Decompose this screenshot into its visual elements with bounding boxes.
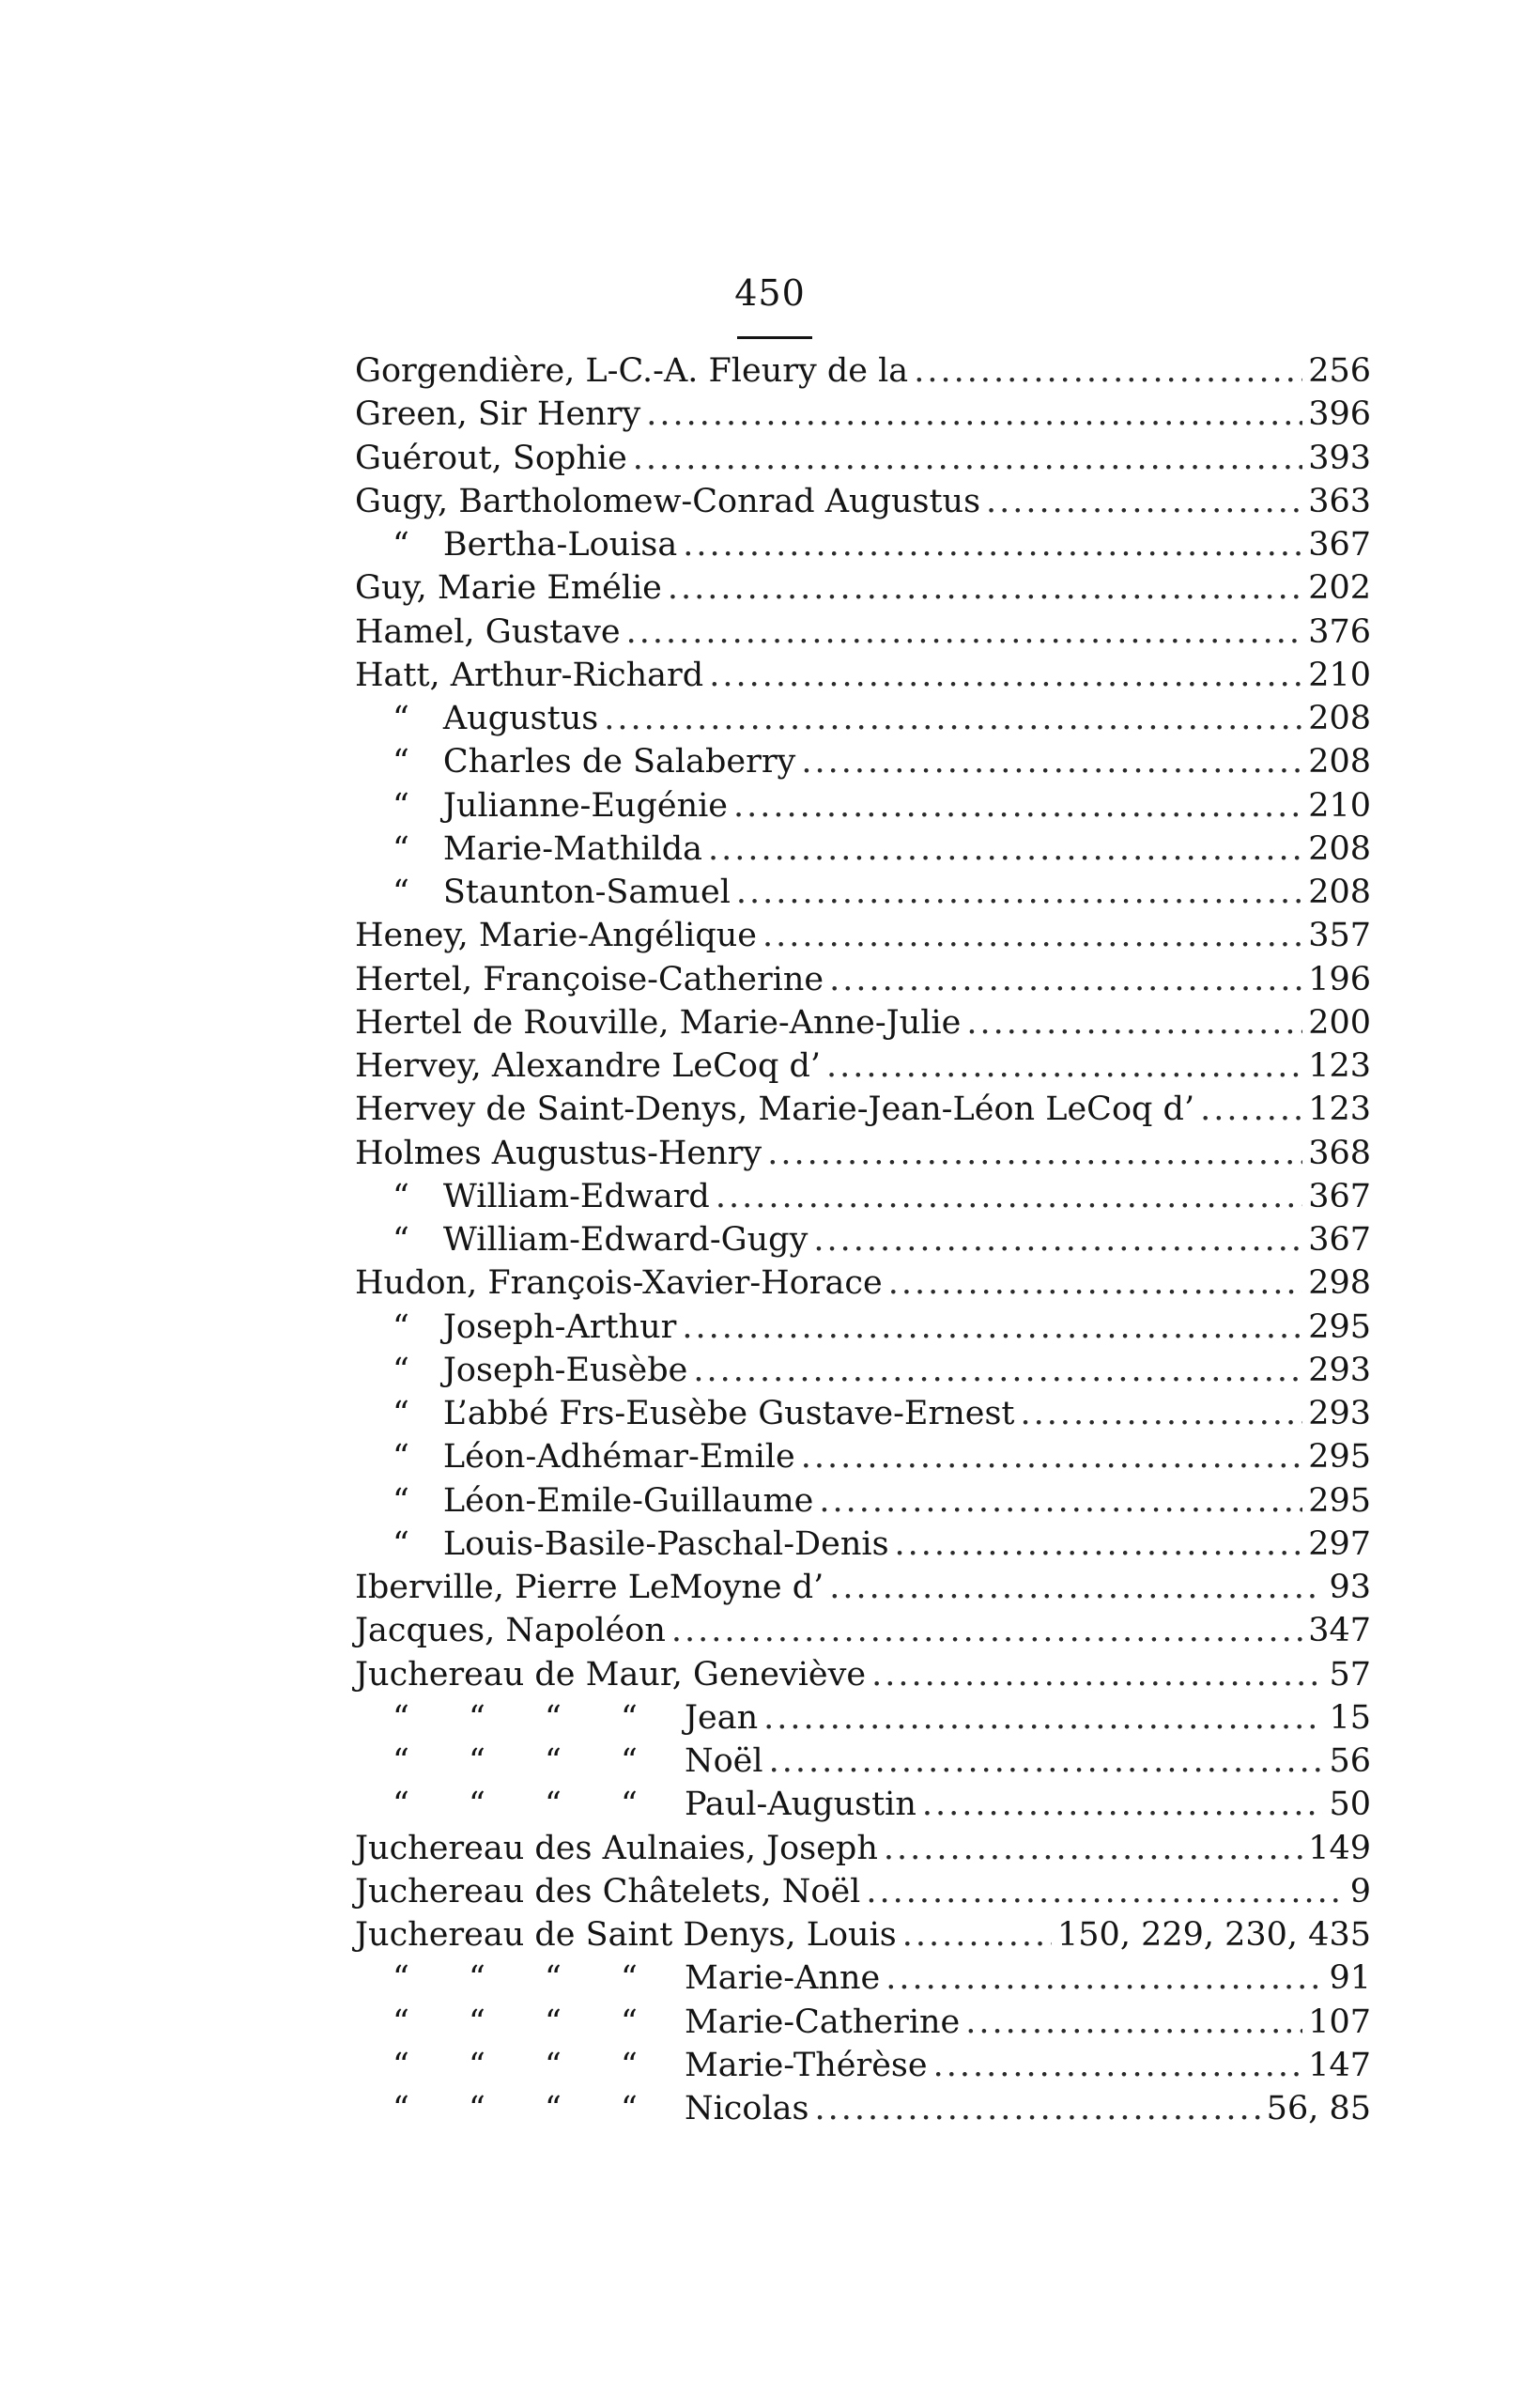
entry-pages: 196 — [1308, 960, 1371, 998]
entry-pages: 202 — [1308, 569, 1371, 608]
entry-label: Holmes Augustus-Henry — [355, 1134, 762, 1172]
index-entry — [355, 1306, 1371, 1349]
entry-pages: 357 — [1308, 917, 1371, 955]
entry-name — [355, 1740, 763, 1783]
index-entry — [355, 393, 1371, 436]
entry-pages: 293 — [1308, 1351, 1371, 1389]
entry-label: Hervey de Saint-Denys, Marie-Jean-Léon LeCoq d’ — [355, 1090, 1195, 1129]
dot-leader — [682, 1306, 1302, 1349]
entry-pages: 256 — [1308, 352, 1371, 390]
index-entry — [355, 1566, 1371, 1609]
entry-label: William-Edward — [442, 1177, 710, 1215]
entry-name — [355, 1783, 916, 1826]
entry-name — [355, 1218, 808, 1261]
entry-label: Gorgendière, L-C.-A. Fleury de la — [355, 352, 909, 390]
entry-pages: 56, 85 — [1266, 2090, 1371, 2127]
index-entry — [355, 958, 1371, 1001]
ditto-mark: “ “ “ “ — [393, 2046, 638, 2084]
entry-name — [355, 958, 824, 1001]
entry-pages: 396 — [1308, 395, 1371, 434]
entry-name — [355, 1435, 795, 1478]
header-rule — [737, 336, 812, 339]
index-entry — [355, 1696, 1371, 1740]
entry-name — [355, 784, 728, 828]
entry-label: Juchereau de Saint Denys, Louis — [355, 1916, 897, 1954]
dot-leader — [933, 2044, 1303, 2087]
entry-name — [355, 914, 757, 957]
dot-leader — [693, 1349, 1302, 1392]
index-entry — [355, 2001, 1371, 2044]
entry-pages: 295 — [1308, 1481, 1371, 1520]
ditto-mark: “ — [393, 1307, 409, 1346]
index-entry — [355, 349, 1371, 393]
index-entry — [355, 1261, 1371, 1305]
entry-label: Hervey, Alexandre LeCoq d’ — [355, 1047, 821, 1085]
dot-leader — [767, 1132, 1302, 1175]
index-entry — [355, 2087, 1371, 2130]
entry-label: Joseph-Eusèbe — [442, 1351, 688, 1389]
index-entry — [355, 1609, 1371, 1652]
entry-label: Augustus — [442, 700, 599, 737]
entry-pages: 208 — [1308, 743, 1371, 781]
entry-label: Juchereau de Maur, Geneviève — [355, 1655, 867, 1694]
entry-name — [355, 349, 908, 393]
dot-leader — [829, 1566, 1323, 1609]
entry-label: William-Edward-Gugy — [442, 1221, 808, 1259]
dot-leader — [671, 1609, 1302, 1652]
entry-name — [355, 1001, 961, 1044]
entry-name — [355, 1696, 758, 1740]
entry-label: Marie-Catherine — [684, 2003, 961, 2041]
dot-leader — [922, 1783, 1324, 1826]
index-list — [355, 349, 1371, 2130]
dot-leader — [646, 393, 1302, 436]
entry-label: Léon-Adhémar-Emile — [442, 1438, 795, 1477]
ditto-mark: “ — [393, 743, 409, 781]
entry-name — [355, 1175, 710, 1218]
index-entry — [355, 1175, 1371, 1218]
index-entry — [355, 1870, 1371, 1913]
entry-label: Jean — [684, 1698, 759, 1737]
entry-name — [355, 1870, 860, 1913]
entry-name — [355, 1132, 762, 1175]
entry-pages: 208 — [1308, 700, 1371, 737]
index-entry — [355, 1479, 1371, 1523]
ditto-mark: “ — [393, 1395, 409, 1432]
index-entry — [355, 1044, 1371, 1088]
index-entry — [355, 1827, 1371, 1870]
dot-leader — [633, 437, 1302, 480]
entry-label: L’abbé Frs-Eusèbe Gustave-Ernest — [442, 1395, 1015, 1432]
dot-leader — [769, 1740, 1324, 1783]
entry-label: Green, Sir Henry — [355, 395, 641, 434]
entry-name — [355, 2001, 960, 2044]
dot-leader — [668, 566, 1302, 610]
entry-pages: 367 — [1308, 526, 1371, 564]
entry-label: Gugy, Bartholomew-Conrad Augustus — [355, 482, 981, 520]
dot-leader — [763, 1696, 1323, 1740]
entry-name — [355, 1392, 1014, 1435]
entry-pages: 295 — [1308, 1307, 1371, 1346]
entry-pages: 147 — [1308, 2046, 1371, 2084]
dot-leader — [986, 480, 1302, 523]
dot-leader — [819, 1479, 1302, 1523]
ditto-mark: “ “ “ “ — [393, 1742, 638, 1780]
entry-name — [355, 611, 621, 654]
dot-leader — [884, 1827, 1302, 1870]
entry-pages: 15 — [1329, 1698, 1371, 1737]
index-entry — [355, 1653, 1371, 1696]
entry-pages: 123 — [1308, 1047, 1371, 1085]
ditto-mark: “ — [393, 526, 409, 564]
index-entry — [355, 1349, 1371, 1392]
entry-name — [355, 654, 703, 697]
entry-pages: 208 — [1308, 829, 1371, 868]
entry-pages: 91 — [1329, 1959, 1371, 1998]
index-entry — [355, 566, 1371, 610]
dot-leader — [736, 871, 1302, 914]
index-entry — [355, 2044, 1371, 2087]
ditto-mark: “ — [393, 1481, 409, 1520]
entry-label: Juchereau des Châtelets, Noël — [355, 1872, 861, 1910]
dot-leader — [829, 958, 1302, 1001]
entry-name — [355, 1523, 889, 1566]
index-entry — [355, 1088, 1371, 1131]
entry-label: Bertha-Louisa — [442, 526, 678, 564]
entry-name — [355, 1044, 821, 1088]
dot-leader — [708, 828, 1302, 871]
entry-name — [355, 740, 795, 783]
dot-leader — [1020, 1392, 1302, 1435]
entry-name — [355, 1306, 676, 1349]
entry-pages: 363 — [1308, 482, 1371, 520]
index-entry — [355, 828, 1371, 871]
dot-leader — [733, 784, 1302, 828]
entry-name — [355, 1957, 880, 2000]
entry-name — [355, 1653, 866, 1696]
index-entry — [355, 654, 1371, 697]
entry-label: Marie-Mathilda — [442, 829, 703, 868]
entry-label: Louis-Basile-Paschal-Denis — [442, 1524, 889, 1563]
entry-label: Marie-Anne — [684, 1959, 881, 1998]
entry-label: Hertel de Rouville, Marie-Anne-Julie — [355, 1003, 962, 1042]
ditto-mark: “ “ “ “ — [393, 1698, 638, 1737]
entry-pages: 293 — [1308, 1395, 1371, 1432]
index-entry — [355, 1523, 1371, 1566]
index-entry — [355, 1435, 1371, 1478]
dot-leader — [826, 1044, 1302, 1088]
dot-leader — [886, 1957, 1323, 2000]
entry-name — [355, 480, 980, 523]
dot-leader — [965, 2001, 1302, 2044]
ditto-mark: “ — [393, 1221, 409, 1259]
entry-pages: 200 — [1308, 1003, 1371, 1042]
index-entry — [355, 523, 1371, 566]
dot-leader — [801, 740, 1302, 783]
entry-label: Joseph-Arthur — [442, 1307, 677, 1346]
entry-label: Hertel, Françoise-Catherine — [355, 960, 824, 998]
ditto-mark: “ — [393, 874, 409, 911]
entry-pages: 368 — [1308, 1134, 1371, 1172]
entry-pages: 50 — [1329, 1786, 1371, 1824]
entry-label: Heney, Marie-Angélique — [355, 917, 758, 955]
entry-pages: 150, 229, 230, 435 — [1057, 1916, 1371, 1954]
entry-name — [355, 437, 627, 480]
entry-name — [355, 2044, 928, 2087]
entry-label: Charles de Salaberry — [442, 743, 796, 781]
dot-leader — [762, 914, 1302, 957]
dot-leader — [866, 1870, 1344, 1913]
entry-name — [355, 697, 598, 740]
ditto-mark: “ — [393, 1524, 409, 1563]
entry-pages: 93 — [1329, 1569, 1371, 1606]
dot-leader — [895, 1523, 1303, 1566]
index-entry — [355, 1783, 1371, 1826]
entry-label: Hatt, Arthur-Richard — [355, 656, 704, 694]
dot-leader — [1200, 1088, 1302, 1131]
entry-label: Noël — [684, 1742, 763, 1780]
dot-leader — [604, 697, 1302, 740]
entry-pages: 57 — [1329, 1655, 1371, 1694]
entry-pages: 149 — [1308, 1829, 1371, 1867]
index-entry — [355, 1001, 1371, 1044]
entry-label: Hamel, Gustave — [355, 612, 621, 651]
entry-label: Marie-Thérèse — [684, 2046, 928, 2084]
ditto-mark: “ “ “ “ — [393, 1786, 638, 1824]
entry-pages: 56 — [1329, 1742, 1371, 1780]
entry-label: Guérout, Sophie — [355, 439, 627, 477]
index-entry — [355, 1740, 1371, 1783]
entry-label: Guy, Marie Emélie — [355, 569, 662, 608]
index-entry — [355, 611, 1371, 654]
index-entry — [355, 784, 1371, 828]
entry-name — [355, 1609, 666, 1652]
entry-name — [355, 1566, 824, 1609]
dot-leader — [683, 523, 1302, 566]
entry-pages: 208 — [1308, 874, 1371, 911]
ditto-mark: “ “ “ “ — [393, 1959, 638, 1998]
dot-leader — [716, 1175, 1302, 1218]
entry-name — [355, 871, 731, 914]
entry-name — [355, 523, 677, 566]
index-entry — [355, 480, 1371, 523]
entry-label: Staunton-Samuel — [442, 874, 731, 911]
dot-leader — [871, 1653, 1323, 1696]
dot-leader — [902, 1913, 1052, 1957]
entry-label: Nicolas — [684, 2090, 809, 2127]
entry-pages: 210 — [1308, 786, 1371, 825]
ditto-mark: “ — [393, 700, 409, 737]
entry-name — [355, 566, 662, 610]
index-entry — [355, 697, 1371, 740]
entry-name — [355, 1479, 813, 1523]
entry-pages: 347 — [1308, 1612, 1371, 1650]
entry-label: Léon-Emile-Guillaume — [442, 1481, 814, 1520]
entry-pages: 297 — [1308, 1524, 1371, 1563]
entry-label: Julianne-Eugénie — [442, 786, 729, 825]
index-entry — [355, 1913, 1371, 1957]
entry-pages: 123 — [1308, 1090, 1371, 1129]
index-entry — [355, 914, 1371, 957]
entry-name — [355, 2087, 808, 2130]
ditto-mark: “ — [393, 829, 409, 868]
entry-label: Hudon, François-Xavier-Horace — [355, 1264, 883, 1303]
entry-name — [355, 1827, 878, 1870]
entry-name — [355, 1261, 883, 1305]
ditto-mark: “ — [393, 1177, 409, 1215]
entry-pages: 295 — [1308, 1438, 1371, 1477]
index-entry — [355, 1392, 1371, 1435]
dot-leader — [709, 654, 1302, 697]
entry-name — [355, 1349, 687, 1392]
dot-leader — [801, 1435, 1303, 1478]
index-entry — [355, 437, 1371, 480]
ditto-mark: “ — [393, 1351, 409, 1389]
dot-leader — [626, 611, 1303, 654]
page-number: 450 — [734, 272, 806, 314]
index-entry — [355, 1218, 1371, 1261]
index-entry — [355, 740, 1371, 783]
entry-pages: 9 — [1349, 1872, 1371, 1910]
dot-leader — [888, 1261, 1302, 1305]
entry-name — [355, 828, 702, 871]
entry-pages: 367 — [1308, 1221, 1371, 1259]
entry-pages: 367 — [1308, 1177, 1371, 1215]
dot-leader — [966, 1001, 1302, 1044]
entry-label: Iberville, Pierre LeMoyne d’ — [355, 1569, 824, 1606]
ditto-mark: “ — [393, 1438, 409, 1477]
entry-name — [355, 1088, 1194, 1131]
entry-label: Juchereau des Aulnaies, Joseph — [355, 1829, 878, 1867]
dot-leader — [814, 2087, 1260, 2130]
entry-name — [355, 393, 640, 436]
dot-leader — [813, 1218, 1302, 1261]
index-entry — [355, 1132, 1371, 1175]
entry-label: Jacques, Napoléon — [355, 1612, 666, 1650]
entry-pages: 393 — [1308, 439, 1371, 477]
index-entry — [355, 1957, 1371, 2000]
entry-pages: 376 — [1308, 612, 1371, 651]
ditto-mark: “ “ “ “ — [393, 2003, 638, 2041]
entry-pages: 298 — [1308, 1264, 1371, 1303]
ditto-mark: “ — [393, 786, 409, 825]
entry-label: Paul-Augustin — [684, 1786, 916, 1824]
entry-pages: 210 — [1308, 656, 1371, 694]
ditto-mark: “ “ “ “ — [393, 2090, 638, 2127]
entry-name — [355, 1913, 897, 1957]
index-entry — [355, 871, 1371, 914]
dot-leader — [914, 349, 1302, 393]
entry-pages: 107 — [1308, 2003, 1371, 2041]
